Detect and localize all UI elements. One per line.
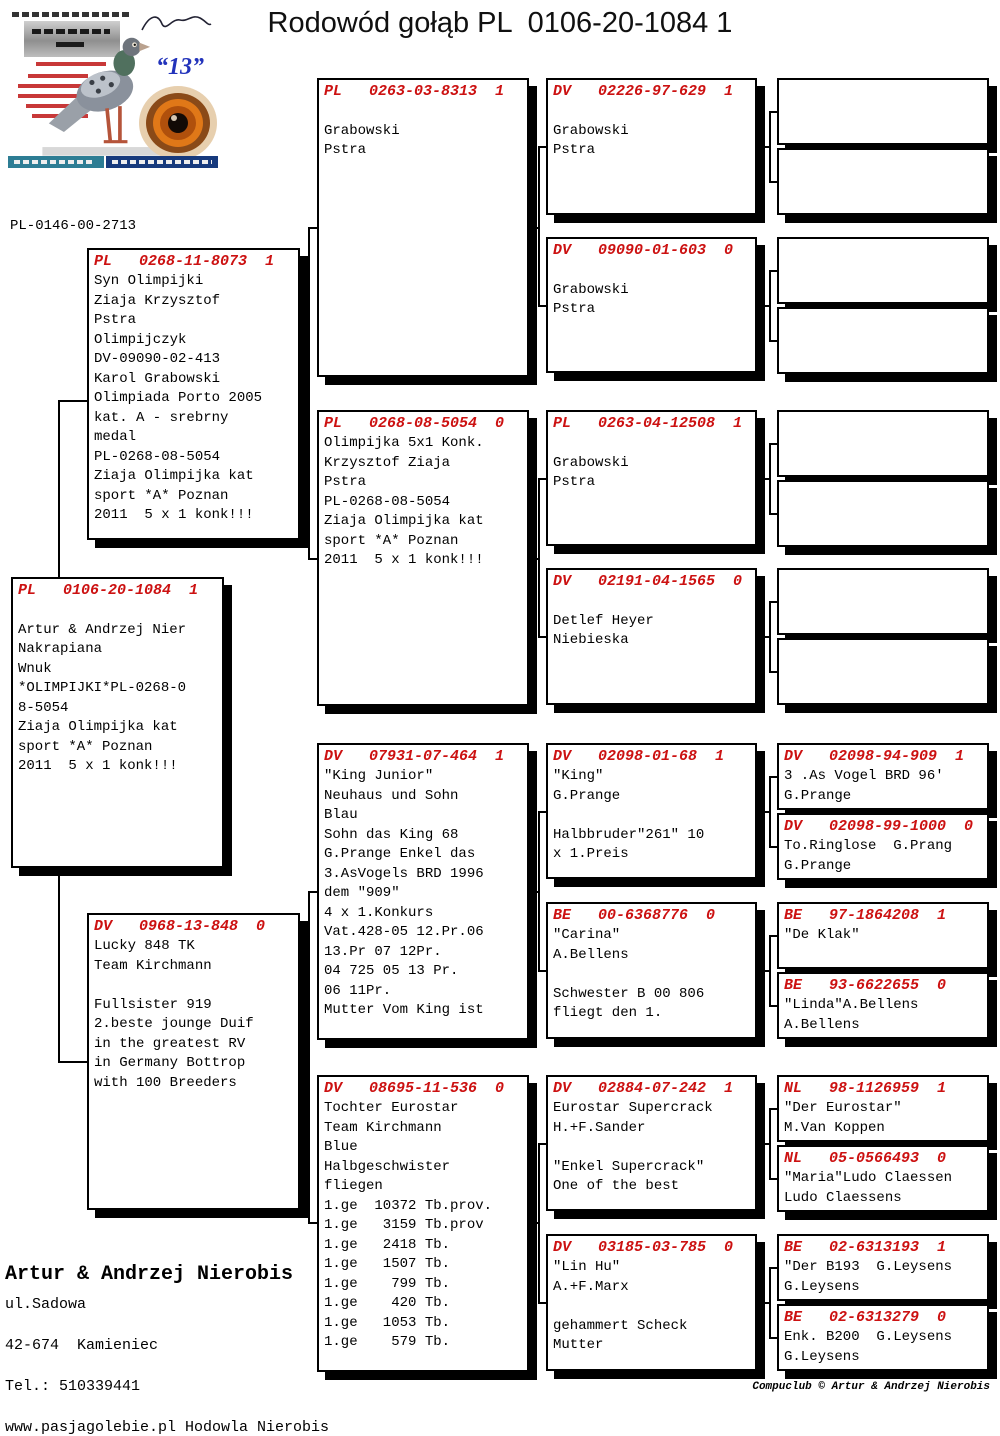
pedigree-text-line: Niebieska	[553, 632, 629, 648]
pedigree-text-line: 8-5054	[18, 699, 69, 716]
ring-header: DV 09090-01-603 0	[553, 242, 734, 259]
connector-line	[757, 1302, 769, 1304]
pedigree-text-line: Pstra	[94, 312, 137, 328]
pedigree-box	[87, 913, 300, 1210]
pedigree-box	[777, 1234, 989, 1301]
pedigree-text-line: Krzysztof Ziaja	[324, 454, 451, 471]
pedigree-text-line: Grabowski	[324, 122, 400, 139]
pedigree-text-line: Pstra	[553, 142, 596, 158]
pedigree-box	[777, 638, 989, 705]
pedigree-text-line: DV-09090-02-413	[94, 351, 221, 367]
pedigree-text-line: A.Bellens	[784, 1016, 860, 1033]
connector-line	[769, 1178, 777, 1180]
connector-line	[769, 443, 771, 515]
pedigree-text-line: x 1.Preis	[553, 846, 629, 862]
address-street: ul.Sadowa	[5, 1296, 87, 1313]
pedigree-box	[546, 1234, 757, 1371]
ring-header: PL 0263-03-8313 1	[324, 83, 505, 100]
pedigree-box	[777, 78, 989, 145]
connector-line	[538, 1302, 546, 1304]
pedigree-text-line: fliegen	[324, 1178, 383, 1194]
connector-line	[769, 846, 777, 848]
connector-line	[769, 111, 771, 183]
pedigree-text-line: Ziaja Krzysztof	[94, 292, 221, 309]
pedigree-text-line: 06 11Pr.	[324, 982, 392, 999]
pedigree-text-line: Fullsister 919	[94, 996, 212, 1013]
pedigree-text-line: M.Van Koppen	[784, 1119, 885, 1136]
connector-line	[538, 636, 546, 638]
pedigree-text-line: Detlef Heyer	[553, 612, 654, 629]
logo-badge-13: “13”	[156, 54, 204, 80]
pedigree-box	[777, 1075, 989, 1142]
connector-line	[538, 146, 540, 307]
ring-header: DV 07931-07-464 1	[324, 748, 505, 765]
connector-line	[769, 513, 777, 515]
ring-header: DV 02098-94-909 1	[784, 748, 965, 765]
ring-header: DV 0968-13-848 0	[94, 918, 266, 935]
pedigree-text-line: 3.AsVogels BRD 1996	[324, 865, 484, 882]
pedigree-text-line: Grabowski	[553, 281, 629, 298]
connector-line	[769, 1108, 777, 1110]
pedigree-text-line: 1.ge 2418 Tb.	[324, 1236, 451, 1253]
pedigree-text-line: "Carina"	[553, 927, 621, 943]
ring-header: BE 02-6313279 0	[784, 1309, 947, 1326]
ring-header: DV 02191-04-1565 0	[553, 573, 743, 590]
ring-header: DV 02226-97-629 1	[553, 83, 734, 100]
ring-header: BE 00-6368776 0	[553, 907, 716, 924]
pedigree-text-line: 1.ge 3159 Tb.prov	[324, 1217, 484, 1233]
connector-line	[769, 601, 771, 673]
pedigree-text-line: G.Prange	[784, 787, 852, 804]
pedigree-box	[777, 1145, 989, 1212]
pedigree-text-line: Team Kirchmann	[324, 1119, 442, 1136]
pedigree-text-line	[553, 434, 750, 454]
connector-line	[538, 811, 546, 813]
pedigree-text-line: Grabowski	[553, 122, 629, 139]
connector-line	[769, 181, 777, 183]
owner-ring-number: PL-0146-00-2713	[10, 218, 137, 234]
pedigree-text-line: Tochter Eurostar	[324, 1100, 459, 1116]
logo-footer-text-bar	[112, 160, 212, 164]
pedigree-box	[546, 1075, 757, 1211]
connector-line	[769, 270, 771, 342]
pedigree-text-line	[553, 1138, 750, 1158]
pedigree-text-line: medal	[94, 429, 137, 445]
pedigree-text-line: Syn Olimpijki	[94, 273, 204, 289]
connector-line	[769, 1005, 777, 1007]
software-credit: Compuclub © Artur & Andrzej Nierobis	[752, 1381, 990, 1393]
pedigree-text-line: 1.ge 10372 Tb.prov.	[324, 1197, 493, 1214]
pedigree-text-line	[94, 976, 293, 996]
pedigree-box	[777, 1304, 989, 1371]
pedigree-text-line: Pstra	[324, 474, 367, 490]
pedigree-text-line: Ziaja Olimpijka kat	[324, 513, 484, 529]
pedigree-text-line	[553, 261, 750, 281]
pedigree-text-line	[553, 965, 750, 985]
pedigree-text-line: PL-0268-08-5054	[324, 493, 451, 510]
connector-line	[538, 146, 546, 148]
pedigree-box	[546, 78, 757, 215]
page-title: Rodowód gołąb PL 0106-20-1084 1	[267, 7, 733, 39]
pedigree-text-line: 13.Pr 07 12Pr.	[324, 943, 442, 960]
pedigree-text-line: A.+F.Marx	[553, 1278, 629, 1295]
connector-line	[757, 970, 769, 972]
connector-line	[769, 776, 771, 848]
pedigree-box	[546, 743, 757, 879]
pedigree-text-line: sport *A* Poznan	[18, 738, 153, 755]
connector-line	[538, 1143, 546, 1145]
connector-line	[308, 227, 310, 560]
pedigree-text-line: "De Klak"	[784, 927, 860, 943]
pedigree-text-line: "King Junior"	[324, 768, 434, 784]
pedigree-text-line: gehammert Scheck	[553, 1317, 688, 1334]
pedigree-box	[777, 902, 989, 969]
address-website: www.pasjagolebie.pl Hodowla Nierobis	[5, 1419, 330, 1436]
pedigree-text-line: dem "909"	[324, 885, 400, 901]
pedigree-text-line: "Enkel Supercrack"	[553, 1158, 705, 1175]
ring-header: DV 02098-99-1000 0	[784, 818, 974, 835]
pedigree-text-line	[553, 1297, 750, 1317]
connector-line	[538, 970, 546, 972]
connector-line	[308, 1222, 317, 1224]
connector-line	[58, 1061, 87, 1063]
pedigree-text-line	[18, 601, 217, 621]
connector-line	[769, 776, 777, 778]
connector-line	[538, 478, 540, 638]
pedigree-text-line: Team Kirchmann	[94, 957, 212, 974]
connector-line	[769, 1267, 771, 1339]
pedigree-box	[777, 972, 989, 1039]
ring-header: PL 0268-11-8073 1	[94, 253, 275, 270]
connector-line	[769, 1267, 777, 1269]
ring-header: BE 02-6313193 1	[784, 1239, 947, 1256]
pedigree-text-line: To.Ringlose G.Prang	[784, 838, 953, 854]
pedigree-text-line: Wnuk	[18, 660, 52, 677]
connector-line	[769, 935, 777, 937]
pedigree-text-line: G.Leysens	[784, 1348, 860, 1365]
pedigree-text-line: 2011 5 x 1 konk!!!	[94, 507, 254, 523]
pedigree-text-line: 04 725 05 13 Pr.	[324, 963, 459, 979]
pedigree-text-line: "Linda"A.Bellens	[784, 997, 919, 1013]
pedigree-text-line: Grabowski	[553, 454, 629, 471]
pedigree-text-line: Pstra	[553, 301, 596, 317]
connector-line	[757, 478, 769, 480]
pedigree-text-line: Halbgeschwister	[324, 1158, 451, 1175]
connector-line	[769, 443, 777, 445]
pedigree-text-line: Pstra	[324, 142, 367, 158]
pedigree-box	[87, 248, 300, 540]
pedigree-box	[317, 78, 529, 377]
pedigree-text-line: One of the best	[553, 1178, 680, 1194]
ring-header: DV 08695-11-536 0	[324, 1080, 505, 1097]
pedigree-text-line: 1.ge 579 Tb.	[324, 1334, 451, 1350]
pedigree-box	[546, 568, 757, 705]
connector-line	[769, 935, 771, 1007]
pedigree-text-line: 1.ge 1507 Tb.	[324, 1256, 451, 1272]
connector-line	[769, 1108, 771, 1180]
pedigree-box	[777, 480, 989, 547]
pedigree-box	[317, 410, 529, 706]
pedigree-text-line: Nakrapiana	[18, 641, 103, 657]
connector-line	[757, 636, 769, 638]
pedigree-text-line: 1.ge 799 Tb.	[324, 1275, 451, 1292]
pedigree-text-line: Halbbruder"261" 10	[553, 826, 705, 843]
connector-line	[769, 671, 777, 673]
pedigree-text-line: 1.ge 1053 Tb.	[324, 1314, 451, 1331]
address-phone: Tel.: 510339441	[5, 1378, 141, 1395]
connector-line	[538, 305, 546, 307]
connector-line	[529, 558, 538, 560]
pedigree-box	[317, 1075, 529, 1372]
pedigree-text-line: with 100 Breeders	[94, 1074, 237, 1091]
ring-header: PL 0263-04-12508 1	[553, 415, 743, 432]
pedigree-text-line: G.Leysens	[784, 1278, 860, 1295]
pedigree-text-line: Mutter Vom King ist	[324, 1002, 484, 1018]
pedigree-text-line: Olimpiada Porto 2005	[94, 390, 263, 406]
pedigree-text-line: "Lin Hu"	[553, 1259, 621, 1275]
ring-header: NL 05-0566493 0	[784, 1150, 947, 1167]
pedigree-text-line	[553, 806, 750, 826]
pedigree-box	[11, 577, 224, 868]
pedigree-text-line: sport *A* Poznan	[94, 487, 229, 504]
connector-line	[300, 1061, 308, 1063]
connector-line	[757, 811, 769, 813]
connector-line	[538, 478, 546, 480]
pedigree-text-line: Schwester B 00 806	[553, 985, 705, 1002]
connector-line	[769, 340, 777, 342]
pedigree-text-line: Lucky 848 TK	[94, 938, 195, 954]
pedigree-text-line: in the greatest RV	[94, 1035, 246, 1052]
pedigree-text-line: Neuhaus und Sohn	[324, 787, 459, 804]
pedigree-text-line	[553, 102, 750, 122]
pedigree-text-line: Karol Grabowski	[94, 370, 221, 387]
connector-line	[308, 227, 317, 229]
connector-line	[529, 227, 538, 229]
address-city: 42-674 Kamieniec	[5, 1337, 159, 1354]
ring-header: DV 02884-07-242 1	[553, 1080, 734, 1097]
pedigree-box	[777, 237, 989, 304]
owner-address	[5, 1295, 329, 1436]
pedigree-text-line: 2011 5 x 1 konk!!!	[18, 758, 178, 774]
pedigree-text-line: G.Prange	[553, 787, 621, 804]
pedigree-text-line: Blue	[324, 1139, 358, 1155]
pedigree-text-line: Ziaja Olimpijka kat	[94, 468, 254, 484]
connector-line	[529, 1222, 538, 1224]
connector-line	[300, 400, 308, 402]
pedigree-text-line: 1.ge 420 Tb.	[324, 1295, 451, 1311]
pedigree-box	[317, 743, 529, 1040]
connector-line	[529, 891, 538, 893]
connector-line	[538, 1143, 540, 1304]
pedigree-text-line: Olimpijczyk	[94, 331, 187, 348]
ring-header: BE 93-6622655 0	[784, 977, 947, 994]
pedigree-text-line: 2011 5 x 1 konk!!!	[324, 552, 484, 568]
owner-name: Artur & Andrzej Nierobis	[5, 1263, 294, 1286]
pedigree-text-line: in Germany Bottrop	[94, 1055, 246, 1071]
connector-line	[769, 1337, 777, 1339]
connector-line	[58, 400, 87, 402]
pedigree-text-line: PL-0268-08-5054	[94, 448, 221, 465]
logo-text-bar	[12, 12, 132, 17]
pedigree-box	[777, 307, 989, 374]
ring-header: BE 97-1864208 1	[784, 907, 947, 924]
pedigree-text-line: kat. A - srebrny	[94, 409, 229, 426]
connector-line	[757, 305, 769, 307]
pedigree-text-line: Eurostar Supercrack	[553, 1100, 713, 1116]
ring-header: DV 03185-03-785 0	[553, 1239, 734, 1256]
pigeon-eye-image	[138, 84, 218, 162]
pedigree-text-line: sport *A* Poznan	[324, 532, 459, 549]
pedigree-text-line: G.Prange Enkel das	[324, 846, 476, 862]
pedigree-box	[777, 568, 989, 635]
pedigree-text-line: H.+F.Sander	[553, 1119, 646, 1136]
pedigree-box	[777, 743, 989, 810]
pedigree-text-line: Olimpijka 5x1 Konk.	[324, 435, 484, 451]
pedigree-text-line: G.Prange	[784, 857, 852, 874]
connector-line	[308, 558, 317, 560]
pedigree-text-line: "Maria"Ludo Claessen	[784, 1170, 953, 1186]
pedigree-text-line: *OLIMPIJKI*PL-0268-0	[18, 680, 187, 696]
connector-line	[769, 270, 777, 272]
pedigree-text-line: A.Bellens	[553, 946, 629, 963]
ring-header: PL 0268-08-5054 0	[324, 415, 505, 432]
pedigree-text-line	[324, 102, 522, 122]
pedigree-text-line: "Der Eurostar"	[784, 1100, 902, 1116]
ring-header: NL 98-1126959 1	[784, 1080, 947, 1097]
pedigree-text-line: fliegt den 1.	[553, 1005, 663, 1021]
connector-line	[538, 811, 540, 972]
pedigree-text-line: Vat.428-05 12.Pr.06	[324, 924, 484, 940]
connector-line	[757, 1143, 769, 1145]
pedigree-text-line: Enk. B200 G.Leysens	[784, 1329, 953, 1345]
connector-line	[308, 891, 310, 1224]
connector-line	[308, 891, 317, 893]
connector-line	[769, 111, 777, 113]
pedigree-text-line: Pstra	[553, 474, 596, 490]
pedigree-text-line: 2.beste jounge Duif	[94, 1016, 254, 1032]
pedigree-box	[546, 237, 757, 373]
pedigree-box	[777, 148, 989, 215]
breeder-logo	[8, 8, 218, 170]
pedigree-box	[546, 902, 757, 1039]
logo-footer-text-bar	[14, 160, 94, 164]
pedigree-text-line	[553, 592, 750, 612]
pedigree-text-line: Blau	[324, 807, 358, 823]
pedigree-text-line: Sohn das King 68	[324, 826, 459, 843]
pedigree-box	[777, 813, 989, 880]
connector-line	[757, 146, 769, 148]
pedigree-text-line: 3 .As Vogel BRD 96'	[784, 768, 944, 784]
pedigree-box	[777, 410, 989, 477]
pedigree-text-line: Mutter	[553, 1337, 604, 1353]
ring-header: DV 02098-01-68 1	[553, 748, 725, 765]
pedigree-text-line: Ziaja Olimpijka kat	[18, 719, 178, 735]
pedigree-text-line: "Der B193 G.Leysens	[784, 1259, 953, 1275]
pedigree-text-line: "King"	[553, 768, 604, 784]
ring-header: PL 0106-20-1084 1	[18, 582, 199, 599]
pedigree-box	[546, 410, 757, 546]
pedigree-text-line: Artur & Andrzej Nier	[18, 621, 187, 638]
pedigree-text-line: 4 x 1.Konkurs	[324, 904, 434, 921]
connector-line	[769, 601, 777, 603]
pedigree-text-line: Ludo Claessens	[784, 1189, 902, 1206]
